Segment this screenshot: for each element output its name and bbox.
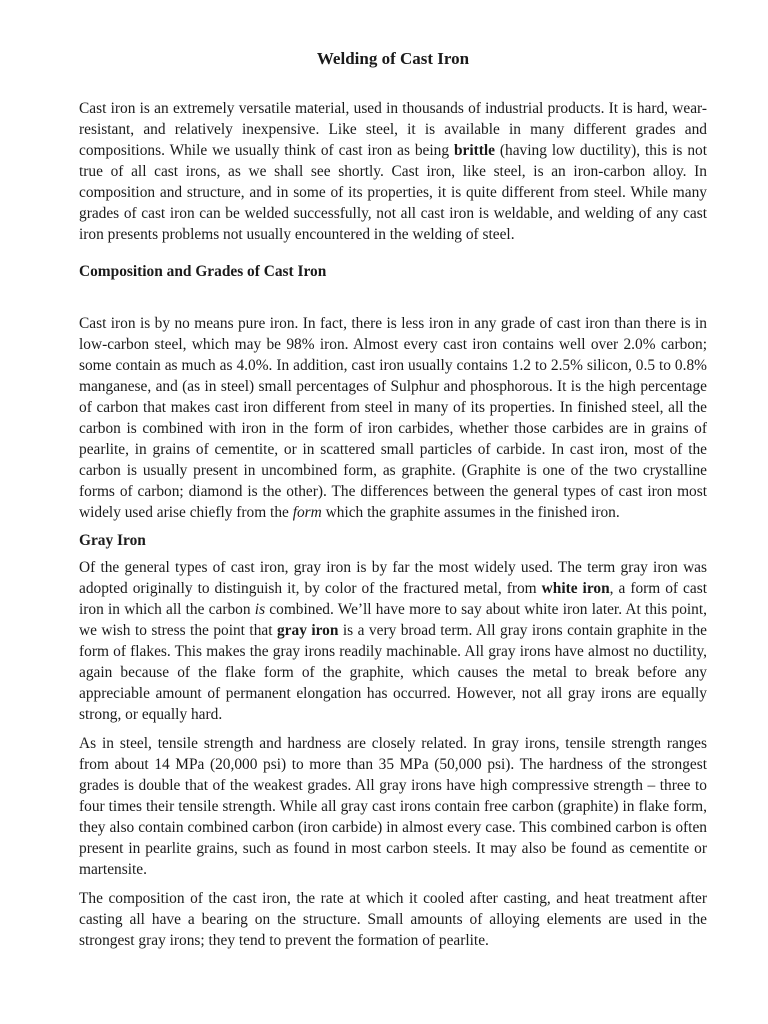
gray-iron-paragraph-3: The composition of the cast iron, the rate at which it cooled after casting, and heat treatment after casting all have a bearing on the structure. Small amounts of alloying elements are used in the strongest gray irons; they tend to prevent the formation of pearlite.: [79, 890, 707, 949]
gray-iron-paragraph-1: [79, 557, 707, 725]
gray-iron-italic-is: is: [254, 601, 266, 618]
composition-paragraph: [79, 313, 707, 523]
gray-iron-text-4: is a very broad term. All gray irons contain graphite in the form of flakes. This makes the gray irons readily machinable. All gray irons have almost no ductility, again because of the flake form of the graphite, which causes the metal to break before any appreciable amount of permanent elongation has occurred. However, not all gray irons are equally strong, or equally hard.: [79, 622, 707, 723]
composition-italic-form: form: [292, 504, 322, 521]
intro-bold-brittle: brittle: [453, 142, 495, 159]
gray-iron-text-1: Of the general types of cast iron, gray iron is by far the most widely used. The term gray iron was adopted originally to distinguish it, by color of the fractured metal, from: [79, 559, 707, 597]
intro-text-2: (having low ductility), this is not true of all cast irons, as we shall see shortly. Cast iron, like steel, is an iron-carbon alloy. In composition and structure, and in some of its properties, it is quite different from steel. While many grades of cast iron can be welded successfully, not all cast iron is weldable, and welding of any cast iron presents problems not usually encountered in the welding of steel.: [79, 142, 707, 243]
gray-iron-paragraph-2: As in steel, tensile strength and hardness are closely related. In gray irons, tensile strength ranges from about 14 MPa (20,000 psi) to more than 35 MPa (50,000 psi). The hardness of the strongest grades is double that of the weakest grades. All gray irons have high compressive strength – three to four times their tensile strength. While all gray cast irons contain free carbon (graphite) in flake form, they also contain combined carbon (iron carbide) in almost every case. This combined carbon is often present in pearlite grains, such as found in most carbon steels. It may also be found as cementite or martensite.: [79, 735, 707, 878]
intro-text-1: Cast iron is an extremely versatile material, used in thousands of industrial products. It is hard, wear-resistant, and relatively inexpensive. Like steel, it is available in many different grades and compositions. While we usually think of cast iron as being: [79, 100, 707, 159]
composition-text-1: Cast iron is by no means pure iron. In fact, there is less iron in any grade of cast iron than there is in low-carbon steel, which may be 98% iron. Almost every cast iron contains well over 2.0% carbon; some contain as much as 4.0%. In addition, cast iron usually contains 1.2 to 2.5% silicon, 0.5 to 0.8% manganese, and (as in steel) small percentages of Sulphur and phosphorous. It is the high percentage of carbon that makes cast iron different from steel in many of its properties. In finished steel, all the carbon is combined with iron in the form of iron carbides, whether those carbides are in grains of pearlite, in grains of cementite, or in scattered small particles of carbide. In cast iron, most of the carbon is usually present in uncombined form, as graphite. (Graphite is one of the two crystalline forms of carbon; diamond is the other). The differences between the general types of cast iron most widely used arise chiefly from the: [79, 315, 707, 521]
gray-iron-bold-gray-iron: gray iron: [276, 622, 339, 639]
gray-iron-text-2: , a form of cast iron in which all the carbon: [79, 580, 707, 618]
gray-iron-bold-white-iron: white iron: [541, 580, 610, 597]
composition-text-2: which the graphite assumes in the finished iron.: [321, 504, 620, 521]
section-heading-composition: Composition and Grades of Cast Iron: [79, 263, 327, 280]
document-title: Welding of Cast Iron: [316, 49, 470, 68]
gray-iron-text-3: combined. We’ll have more to say about white iron later. At this point, we wish to stress the point that: [79, 601, 707, 639]
document-page: [79, 46, 707, 951]
intro-paragraph: [79, 98, 707, 245]
subheading-gray-iron: Gray Iron: [79, 532, 146, 549]
